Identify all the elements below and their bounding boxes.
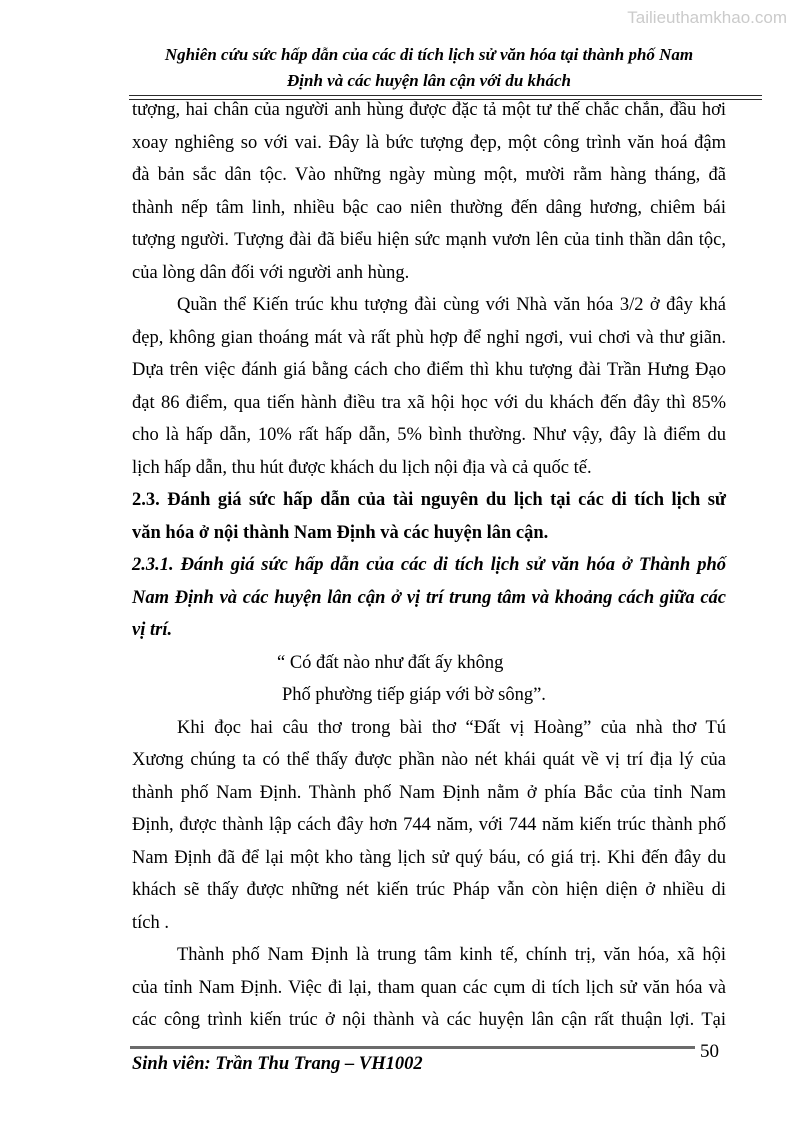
text-line: của tỉnh Nam Định. Việc đi lại, tham quan các cụm di tích lịch sử văn hóa và <box>132 977 726 998</box>
paragraph <box>132 94 726 289</box>
text-line: 2.3. Đánh giá sức hấp dẫn của tài nguyên du lịch tại các di tích lịch sử <box>132 490 726 510</box>
text-line: Dựa trên việc đánh giá bằng cách cho điểm thì khu tượng đài Trần Hưng Đạo <box>132 360 726 380</box>
text-line: khách sẽ thấy được những nét kiến trúc Pháp vẫn còn hiện diện ở nhiều di <box>132 880 726 900</box>
text-line: đạt 86 điểm, qua tiến hành điều tra xã hội học với du khách đến đây thì 85% <box>132 392 726 413</box>
text-line: Thành phố Nam Định là trung tâm kinh tế, chính trị, văn hóa, xã hội <box>177 945 726 965</box>
text-line: đẹp, không gian thoáng mát và rất phù hợp để nghỉ ngơi, vui chơi và thư giãn. <box>132 327 726 348</box>
paragraph <box>132 939 726 1037</box>
page-number: 50 <box>700 1041 719 1062</box>
text-line: Khi đọc hai câu thơ trong bài thơ “Đất vị Hoàng” của nhà thơ Tú <box>177 717 726 738</box>
text-line: xoay nghiêng so với vai. Đây là bức tượng đẹp, một công trình văn hoá đậm <box>132 132 726 153</box>
text-line: tích . <box>132 912 169 933</box>
text-line: vị trí. <box>132 620 173 640</box>
text-line: đà bản sắc dân tộc. Vào những ngày mùng một, mười rằm hàng tháng, đã <box>132 165 726 185</box>
text-line: Định, được thành lập cách đây hơn 744 năm, với 744 năm kiến trúc thành phố <box>132 815 726 835</box>
text-line: Nam Định và các huyện lân cận ở vị trí trung tâm và khoảng cách giữa các <box>132 587 726 608</box>
text-line: tượng người. Tượng đài đã biểu hiện sức mạnh vươn lên của tinh thần dân tộc, <box>132 230 726 250</box>
text-line: Phố phường tiếp giáp với bờ sông”. <box>282 685 546 705</box>
text-line: của lòng dân đối với người anh hùng. <box>132 262 410 283</box>
running-header <box>130 42 728 94</box>
footer-student-line: Sinh viên: Trần Thu Trang – VH1002 <box>132 1054 423 1074</box>
text-line: thành nếp tâm linh, nhiều bậc cao niên thường đến dâng hương, chiêm bái <box>132 197 726 218</box>
text-line: “ Có đất nào như đất ấy không <box>277 652 504 673</box>
header-title-line-1: Nghiên cứu sức hấp dẫn của các di tích lịch sử văn hóa tại thành phố Nam <box>164 45 694 64</box>
text-line: cho là hấp dẫn, 10% rất hấp dẫn, 5% bình thường. Như vậy, đây là điểm du <box>132 425 726 445</box>
paragraph <box>132 712 726 940</box>
text-line: văn hóa ở nội thành Nam Định và các huyện lân cận. <box>132 522 549 543</box>
poem <box>132 647 726 712</box>
document-body <box>132 94 726 1037</box>
watermark: Tailieuthamkhao.com <box>627 8 787 27</box>
text-line: lịch hấp dẫn, thu hút được khách du lịch nội địa và cả quốc tế. <box>132 457 592 478</box>
text-line: thành phố Nam Định. Thành phố Nam Định nằm ở phía Bắc của tỉnh Nam <box>132 782 726 803</box>
paragraph <box>132 289 726 484</box>
text-line: 2.3.1. Đánh giá sức hấp dẫn của các di tích lịch sử văn hóa ở Thành phố <box>132 555 726 575</box>
section-heading <box>132 484 726 549</box>
text-line: tượng, hai chân của người anh hùng được đặc tả một tư thế chắc chắn, đầu hơi <box>132 100 726 120</box>
text-line: Quần thể Kiến trúc khu tượng đài cùng với Nhà văn hóa 3/2 ở đây khá <box>177 295 726 315</box>
text-line: Xương chúng ta có thể thấy được phần nào nét khái quát về vị trí địa lý của <box>132 750 726 770</box>
footer-rule <box>130 1046 695 1049</box>
section-heading <box>132 549 726 647</box>
text-line: các công trình kiến trúc ở nội thành và các huyện lân cận rất thuận lợi. Tại <box>132 1010 726 1030</box>
header-title-line-2: Định và các huyện lân cận với du khách <box>287 71 571 90</box>
text-line: Nam Định đã để lại một kho tàng lịch sử quý báu, có giá trị. Khi đến đây du <box>132 847 726 868</box>
